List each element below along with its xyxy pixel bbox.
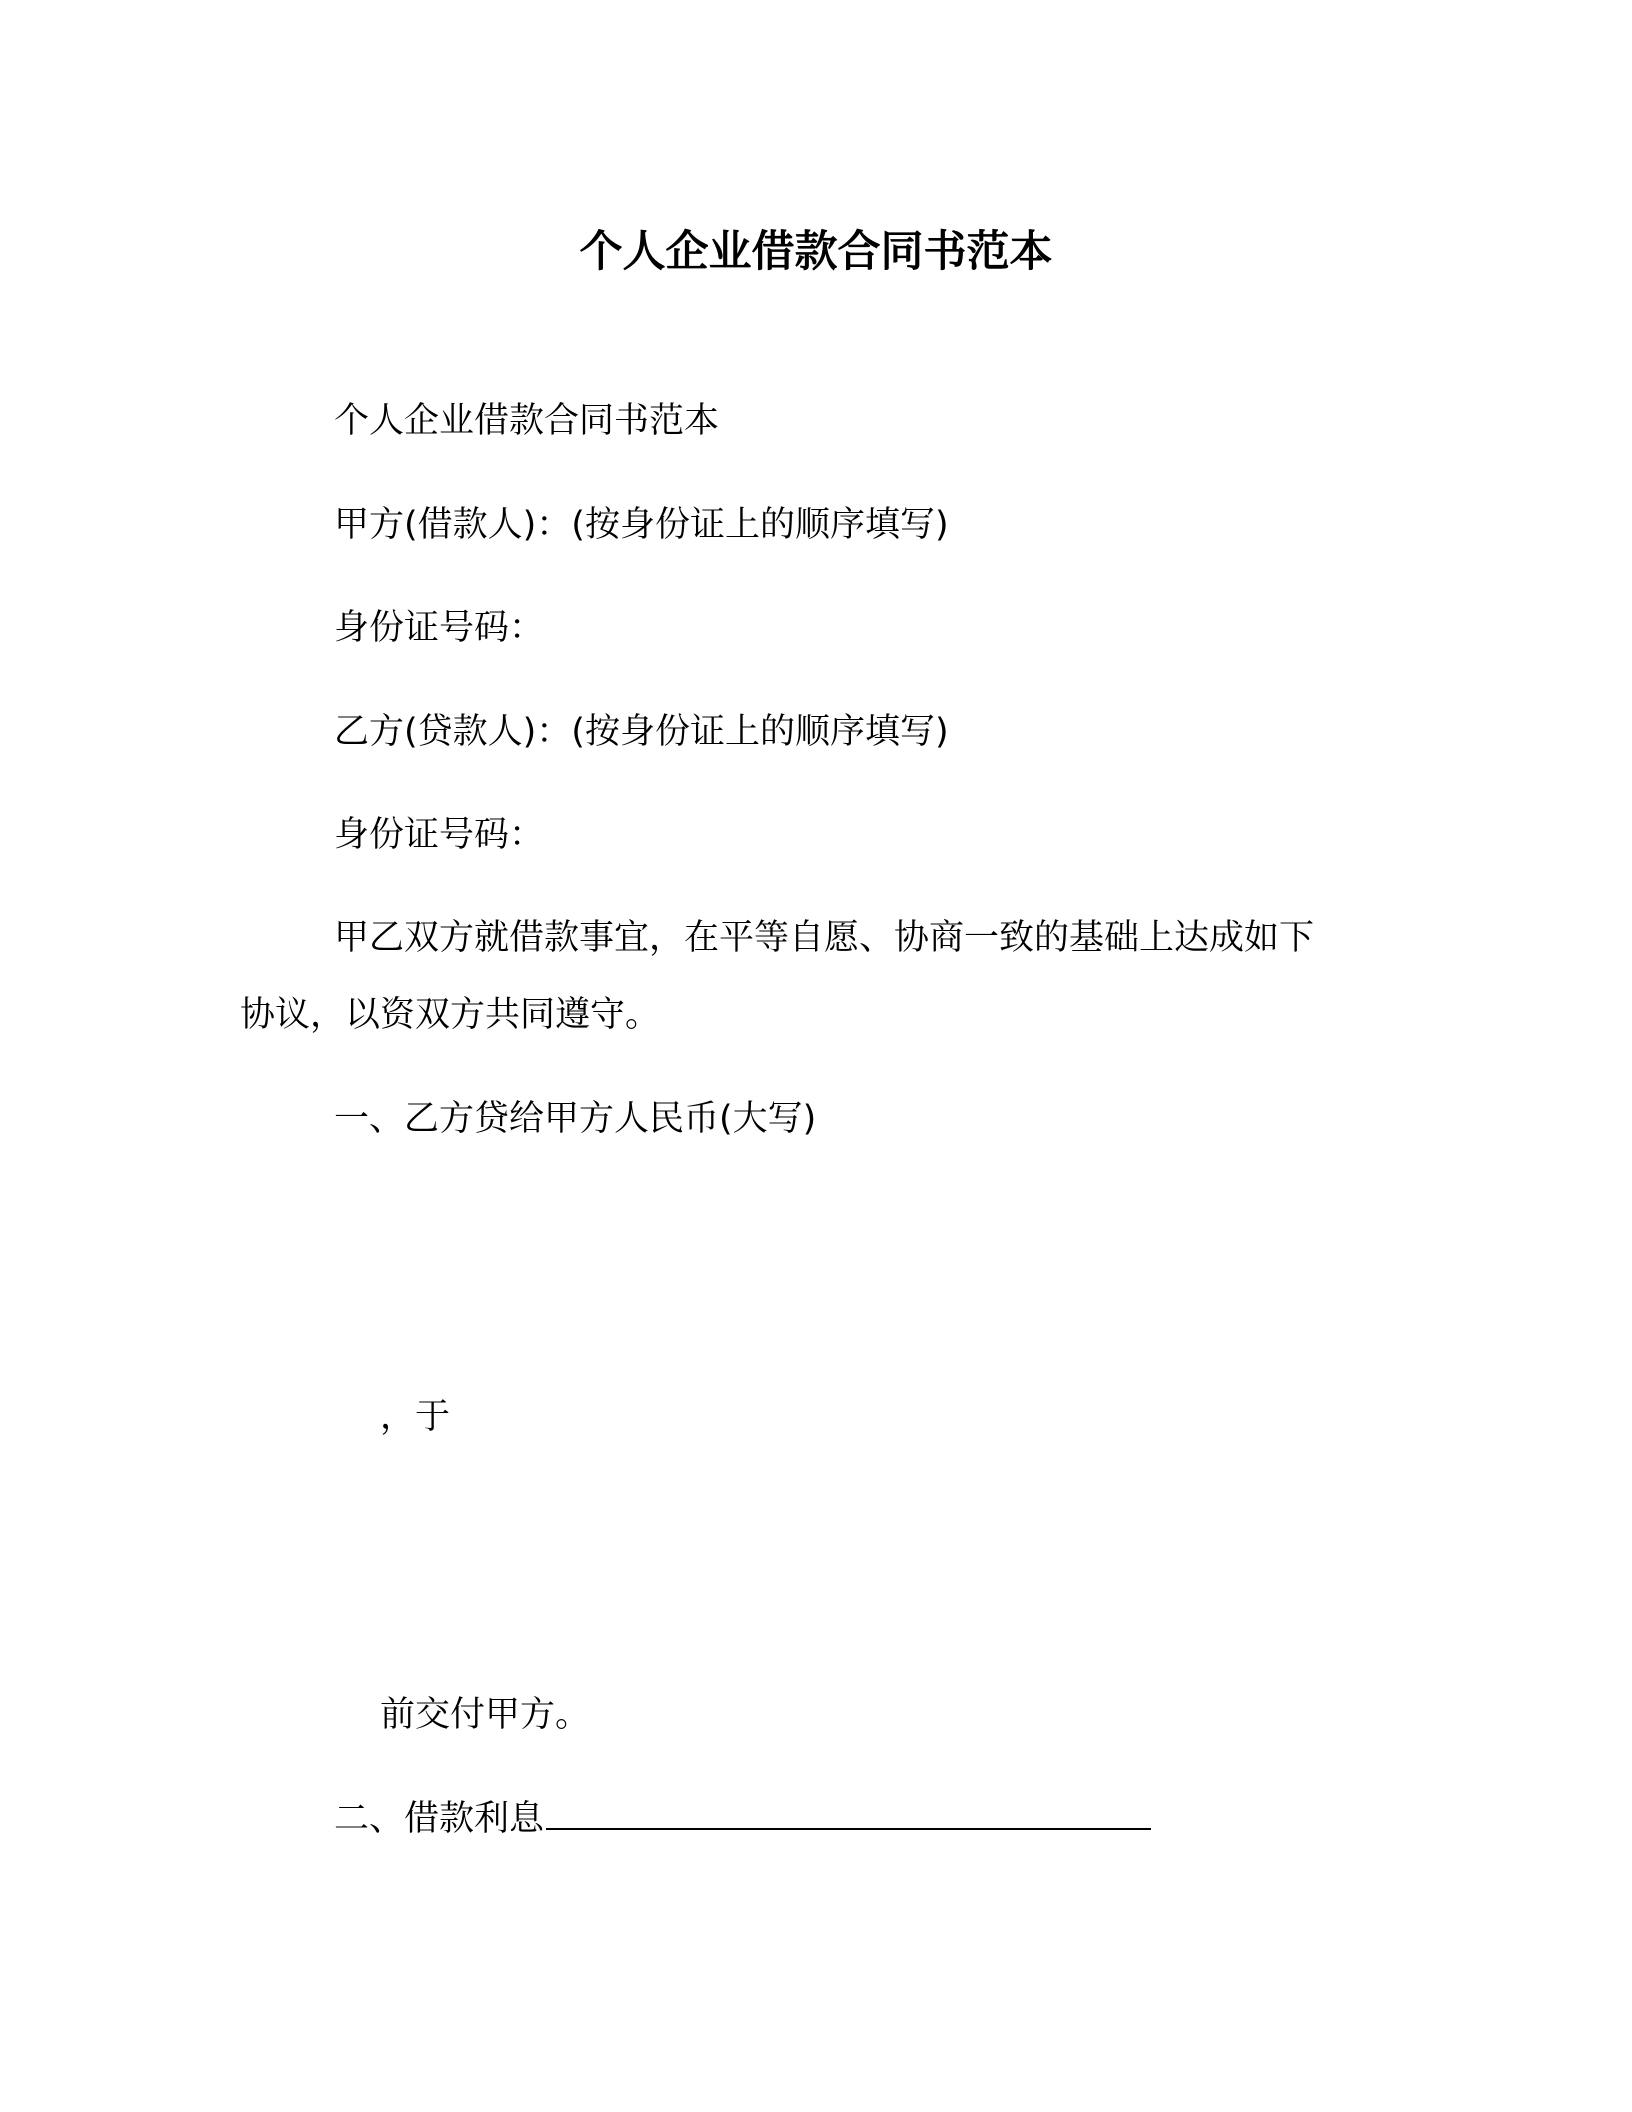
document-title: 个人企业借款合同书范本	[579, 227, 1053, 277]
interest-blank-underline	[546, 1796, 1151, 1830]
preamble-line-1: 甲乙双方就借款事宜，在平等自愿、协商一致的基础上达成如下	[334, 918, 1315, 958]
clause-1-continuation: ，于	[380, 1397, 451, 1437]
clause-2-line	[334, 1794, 1151, 1844]
party-a-id-line: 身份证号码：	[334, 608, 545, 648]
subtitle-line: 个人企业借款合同书范本	[334, 401, 720, 441]
party-a-line: 甲方(借款人)：(按身份证上的顺序填写)	[334, 505, 949, 545]
clause-2-label: 二、借款利息	[334, 1799, 545, 1839]
clause-1-end-line: 前交付甲方。	[380, 1695, 591, 1735]
clause-1-line: 一、乙方贷给甲方人民币(大写)	[334, 1099, 817, 1139]
party-b-id-line: 身份证号码：	[334, 815, 545, 855]
party-b-line: 乙方(贷款人)：(按身份证上的顺序填写)	[334, 712, 949, 752]
preamble-line-2: 协议，以资双方共同遵守。	[240, 995, 661, 1035]
